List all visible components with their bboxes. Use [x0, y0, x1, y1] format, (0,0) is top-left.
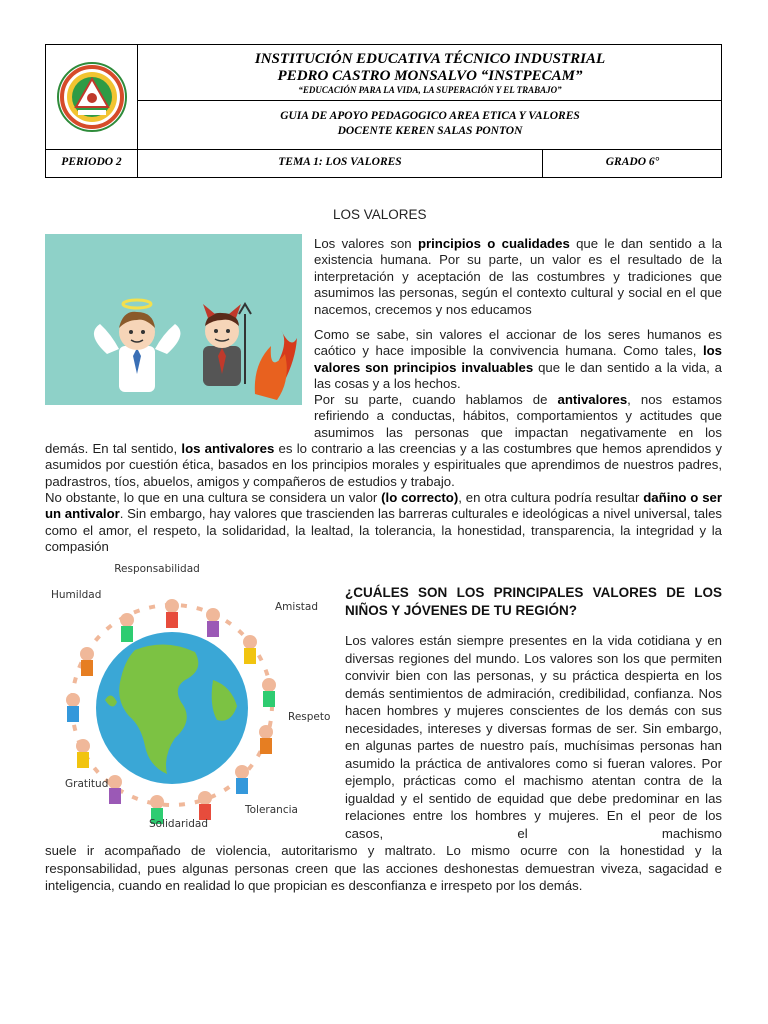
institution-name-line2: PEDRO CASTRO MONSALVO “INSTPECAM”: [277, 68, 583, 84]
guide-title: GUIA DE APOYO PEDAGOGICO AREA ETICA Y VALORES: [280, 110, 580, 122]
label-gratitud: Gratitud: [65, 778, 109, 790]
label-amistad: Amistad: [275, 601, 319, 613]
label-tolerancia: Tolerancia: [245, 804, 298, 816]
teacher-name: DOCENTE KEREN SALAS PONTON: [337, 125, 523, 137]
intro-paragraph: Los valores son principios o cualidades que le dan sentido a la existencia humana. Por su parte, un valor es el resultado de la interpretación y aceptación de las costumbres y tradiciones que asumimos las personas, según el contexto cultural y social en el que nacemos, crecemos y nos educamos: [314, 236, 722, 317]
values-paragraph: Como se sabe, sin valores el accionar de los seres humanos es caótico y hace imposible la convivencia humana. Como tales, los valores son principios invaluables que le dan sentido a la vida, a las cosas y a los hechos.: [314, 327, 722, 392]
label-respeto: Respeto: [288, 711, 331, 723]
region-values-paragraph-part1: Los valores están siempre presentes en la vida cotidiana y en diversas regiones del mundo. Los valores son los que permiten convivir bien con las personas, y su práctica despierta en los demás sentimientos de admiración, credibilidad, confianza. Nos hacen hombres y mujeres conscientes de los demás con sus necesidades, intereses y diversas formas de ser. Sin embargo, en algunas partes de nuestro país, muchísimas personas han asumido la práctica de antivalores como si fueran valores. Por ejemplo, prácticas como el machismo atentan contra de la igualdad y el sentido de equidad que debe predominar en las relaciones entre los hombres y mujeres. En el peor de los casos, el machismo: [345, 633, 722, 841]
globe-values-illustration: [45, 560, 331, 830]
region-values-paragraph-part2: suele ir acompañado de violencia, autoritarismo y maltrato. Lo mismo ocurre con la honestidad y la responsabilidad, pues algunas personas creen que las acciones deshonestas demuestran viveza, sagacidad e inteligencia, cuando en realidad lo que propician es desconfianza e irrespeto por los demás.: [45, 843, 722, 893]
header-table: [45, 44, 722, 178]
angel-devil-illustration: [45, 234, 302, 405]
institution-motto: “EDUCACIÓN PARA LA VIDA, LA SUPERACIÓN Y EL TRABAJO”: [298, 85, 562, 95]
universal-values-paragraph: No obstante, lo que en una cultura se considera un valor (lo correcto), en otra cultura podría resultar dañino o ser un antivalor. Sin embargo, hay valores que trascienden las barreras culturales e ideológicas a nivel universal, tales como el amor, el respeto, la solidaridad, la lealtad, la tolerancia, la honestidad, transparencia, la integridad y la compasión: [45, 490, 722, 555]
page-title: LOS VALORES: [333, 207, 427, 222]
label-humildad: Humildad: [51, 589, 102, 601]
period-label: PERIODO 2: [61, 156, 122, 168]
antivalues-paragraph-part1: Por su parte, cuando hablamos de antivalores, nos estamos refiriendo a conductas, hábitos, comportamientos y actitudes que asumimos las personas que impactan negativamente en los: [314, 392, 722, 440]
label-solidaridad: Solidaridad: [149, 818, 209, 830]
antivalues-paragraph-part2: demás. En tal sentido, los antivalores es lo contrario a las creencias y a las costumbres que hemos aprendidos y asumidos por cuestión ética, basados en los principios morales y espirituales que aprendimos de nuestros padres, padrastros, tíos, abuelos, amigos y compañeros de estudios y trabajo.: [45, 441, 722, 489]
school-logo: [56, 55, 128, 139]
topic-label: TEMA 1: LOS VALORES: [278, 156, 402, 168]
label-responsabilidad: Responsabilidad: [114, 563, 200, 575]
institution-name-line1: INSTITUCIÓN EDUCATIVA TÉCNICO INDUSTRIAL: [254, 51, 606, 67]
grade-label: GRADO 6°: [605, 156, 660, 168]
section-question-heading: ¿CUÁLES SON LOS PRINCIPALES VALORES DE LOS NIÑOS Y JÓVENES DE TU REGIÓN?: [345, 585, 722, 618]
